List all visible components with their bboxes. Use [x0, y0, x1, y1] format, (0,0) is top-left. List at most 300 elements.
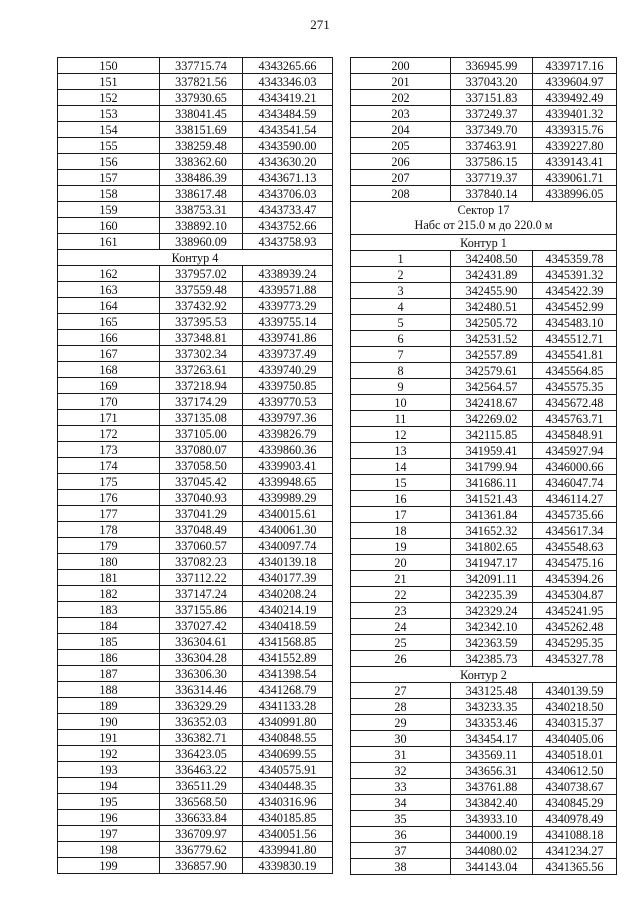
- y-coordinate-cell: 4345848.91: [533, 427, 617, 443]
- point-number-cell: 5: [351, 315, 451, 331]
- table-row: [351, 138, 617, 154]
- x-coordinate-cell: 337080.07: [160, 442, 243, 458]
- y-coordinate-cell: 4339143.41: [533, 154, 617, 170]
- y-coordinate-cell: 4340418.59: [243, 618, 333, 634]
- point-number-cell: 14: [351, 459, 451, 475]
- x-coordinate-cell: 336329.29: [160, 698, 243, 714]
- y-coordinate-cell: 4339941.80: [243, 842, 333, 858]
- y-coordinate-cell: 4340139.18: [243, 554, 333, 570]
- point-number-cell: 167: [58, 346, 160, 362]
- table-row: [351, 731, 617, 747]
- y-coordinate-cell: 4343419.21: [243, 90, 333, 106]
- table-row: [58, 74, 333, 90]
- x-coordinate-cell: 336511.29: [160, 778, 243, 794]
- table-row: [58, 202, 333, 218]
- y-coordinate-cell: 4343265.66: [243, 58, 333, 74]
- point-number-cell: 158: [58, 186, 160, 202]
- x-coordinate-cell: 337040.93: [160, 490, 243, 506]
- x-coordinate-cell: 336314.46: [160, 682, 243, 698]
- table-row: [58, 346, 333, 362]
- point-number-cell: 159: [58, 202, 160, 218]
- table-row: [351, 555, 617, 571]
- x-coordinate-cell: 343353.46: [451, 715, 533, 731]
- point-number-cell: 178: [58, 522, 160, 538]
- y-coordinate-cell: 4345927.94: [533, 443, 617, 459]
- y-coordinate-cell: 4341398.54: [243, 666, 333, 682]
- x-coordinate-cell: 343842.40: [451, 795, 533, 811]
- point-number-cell: 25: [351, 635, 451, 651]
- contour-header: Контур 1: [351, 235, 617, 251]
- table-row: [351, 619, 617, 635]
- y-coordinate-cell: 4343733.47: [243, 202, 333, 218]
- point-number-cell: 12: [351, 427, 451, 443]
- x-coordinate-cell: 342557.89: [451, 347, 533, 363]
- x-coordinate-cell: 342385.73: [451, 651, 533, 667]
- point-number-cell: 30: [351, 731, 451, 747]
- table-row: [351, 90, 617, 106]
- table-row: [58, 186, 333, 202]
- point-number-cell: 172: [58, 426, 160, 442]
- table-row: [58, 90, 333, 106]
- point-number-cell: 3: [351, 283, 451, 299]
- point-number-cell: 29: [351, 715, 451, 731]
- point-number-cell: 153: [58, 106, 160, 122]
- point-number-cell: 197: [58, 826, 160, 842]
- table-row: [58, 362, 333, 378]
- point-number-cell: 198: [58, 842, 160, 858]
- y-coordinate-cell: 4340061.30: [243, 522, 333, 538]
- table-row: [58, 842, 333, 858]
- table-row: [351, 315, 617, 331]
- x-coordinate-cell: 342091.11: [451, 571, 533, 587]
- x-coordinate-cell: 337027.42: [160, 618, 243, 634]
- table-row: [58, 282, 333, 298]
- point-number-cell: 8: [351, 363, 451, 379]
- point-number-cell: 151: [58, 74, 160, 90]
- point-number-cell: 6: [351, 331, 451, 347]
- y-coordinate-cell: 4339948.65: [243, 474, 333, 490]
- point-number-cell: 16: [351, 491, 451, 507]
- table-row: [58, 474, 333, 490]
- y-coordinate-cell: 4340612.50: [533, 763, 617, 779]
- x-coordinate-cell: 342531.52: [451, 331, 533, 347]
- y-coordinate-cell: 4341568.85: [243, 634, 333, 650]
- point-number-cell: 26: [351, 651, 451, 667]
- y-coordinate-cell: 4339741.86: [243, 330, 333, 346]
- x-coordinate-cell: 338617.48: [160, 186, 243, 202]
- x-coordinate-cell: 336382.71: [160, 730, 243, 746]
- point-number-cell: 193: [58, 762, 160, 778]
- point-number-cell: 154: [58, 122, 160, 138]
- point-number-cell: 32: [351, 763, 451, 779]
- x-coordinate-cell: 337715.74: [160, 58, 243, 74]
- x-coordinate-cell: 337559.48: [160, 282, 243, 298]
- point-number-cell: 201: [351, 74, 451, 90]
- x-coordinate-cell: 342269.02: [451, 411, 533, 427]
- y-coordinate-cell: 4339604.97: [533, 74, 617, 90]
- table-row: [58, 394, 333, 410]
- x-coordinate-cell: 337218.94: [160, 378, 243, 394]
- y-coordinate-cell: 4340518.01: [533, 747, 617, 763]
- x-coordinate-cell: 337048.49: [160, 522, 243, 538]
- y-coordinate-cell: 4340575.91: [243, 762, 333, 778]
- table-row: [58, 170, 333, 186]
- table-row: [351, 395, 617, 411]
- x-coordinate-cell: 344000.19: [451, 827, 533, 843]
- point-number-cell: 15: [351, 475, 451, 491]
- y-coordinate-cell: 4340051.56: [243, 826, 333, 842]
- point-number-cell: 179: [58, 538, 160, 554]
- x-coordinate-cell: 343933.10: [451, 811, 533, 827]
- table-row: [351, 443, 617, 459]
- x-coordinate-cell: 336304.28: [160, 650, 243, 666]
- x-coordinate-cell: 343233.35: [451, 699, 533, 715]
- y-coordinate-cell: 4339227.80: [533, 138, 617, 154]
- y-coordinate-cell: 4341268.79: [243, 682, 333, 698]
- x-coordinate-cell: 337105.00: [160, 426, 243, 442]
- x-coordinate-cell: 336463.22: [160, 762, 243, 778]
- table-row: [351, 747, 617, 763]
- x-coordinate-cell: 337930.65: [160, 90, 243, 106]
- y-coordinate-cell: 4340845.29: [533, 795, 617, 811]
- x-coordinate-cell: 342505.72: [451, 315, 533, 331]
- table-row: [58, 810, 333, 826]
- point-number-cell: 10: [351, 395, 451, 411]
- table-row: [58, 426, 333, 442]
- point-number-cell: 164: [58, 298, 160, 314]
- y-coordinate-cell: 4339571.88: [243, 282, 333, 298]
- y-coordinate-cell: 4339315.76: [533, 122, 617, 138]
- x-coordinate-cell: 337586.15: [451, 154, 533, 170]
- y-coordinate-cell: 4341088.18: [533, 827, 617, 843]
- x-coordinate-cell: 337349.70: [451, 122, 533, 138]
- y-coordinate-cell: 4343590.00: [243, 138, 333, 154]
- table-row: [351, 347, 617, 363]
- table-row: [58, 602, 333, 618]
- x-coordinate-cell: 341799.94: [451, 459, 533, 475]
- point-number-cell: 166: [58, 330, 160, 346]
- y-coordinate-cell: 4343346.03: [243, 74, 333, 90]
- x-coordinate-cell: 342235.39: [451, 587, 533, 603]
- table-row: [351, 491, 617, 507]
- y-coordinate-cell: 4340214.19: [243, 602, 333, 618]
- y-coordinate-cell: 4345548.63: [533, 539, 617, 555]
- point-number-cell: 196: [58, 810, 160, 826]
- x-coordinate-cell: 336633.84: [160, 810, 243, 826]
- x-coordinate-cell: 338041.45: [160, 106, 243, 122]
- table-row: [351, 779, 617, 795]
- y-coordinate-cell: 4339830.19: [243, 858, 333, 874]
- y-coordinate-cell: 4338996.05: [533, 186, 617, 202]
- point-number-cell: 168: [58, 362, 160, 378]
- height-range-label: Набс от 215.0 м до 220.0 м: [414, 218, 553, 232]
- y-coordinate-cell: 4339770.53: [243, 394, 333, 410]
- table-row: [58, 666, 333, 682]
- y-coordinate-cell: 4345391.32: [533, 267, 617, 283]
- y-coordinate-cell: 4340699.55: [243, 746, 333, 762]
- x-coordinate-cell: 342115.85: [451, 427, 533, 443]
- x-coordinate-cell: 336306.30: [160, 666, 243, 682]
- point-number-cell: 19: [351, 539, 451, 555]
- x-coordinate-cell: 342363.59: [451, 635, 533, 651]
- y-coordinate-cell: 4340208.24: [243, 586, 333, 602]
- x-coordinate-cell: 342579.61: [451, 363, 533, 379]
- table-row: [351, 154, 617, 170]
- x-coordinate-cell: 343656.31: [451, 763, 533, 779]
- point-number-cell: 13: [351, 443, 451, 459]
- page-number: 271: [310, 17, 330, 32]
- point-number-cell: 199: [58, 858, 160, 874]
- point-number-cell: 11: [351, 411, 451, 427]
- y-coordinate-cell: 4339826.79: [243, 426, 333, 442]
- point-number-cell: 188: [58, 682, 160, 698]
- x-coordinate-cell: 342418.67: [451, 395, 533, 411]
- x-coordinate-cell: 337463.91: [451, 138, 533, 154]
- table-row: [351, 363, 617, 379]
- point-number-cell: 156: [58, 154, 160, 170]
- table-row: [58, 826, 333, 842]
- x-coordinate-cell: 342431.89: [451, 267, 533, 283]
- x-coordinate-cell: 341947.17: [451, 555, 533, 571]
- point-number-cell: 192: [58, 746, 160, 762]
- table-row: [58, 762, 333, 778]
- x-coordinate-cell: 337249.37: [451, 106, 533, 122]
- x-coordinate-cell: 336945.99: [451, 58, 533, 74]
- table-row: [351, 539, 617, 555]
- point-number-cell: 35: [351, 811, 451, 827]
- y-coordinate-cell: 4346047.74: [533, 475, 617, 491]
- table-row: [351, 267, 617, 283]
- table-row: [351, 427, 617, 443]
- point-number-cell: 183: [58, 602, 160, 618]
- point-number-cell: 150: [58, 58, 160, 74]
- point-number-cell: 181: [58, 570, 160, 586]
- x-coordinate-cell: 341521.43: [451, 491, 533, 507]
- table-row: [351, 715, 617, 731]
- x-coordinate-cell: 337058.50: [160, 458, 243, 474]
- point-number-cell: 33: [351, 779, 451, 795]
- y-coordinate-cell: 4339755.14: [243, 314, 333, 330]
- x-coordinate-cell: 342480.51: [451, 299, 533, 315]
- table-row: [351, 651, 617, 667]
- table-row: [351, 122, 617, 138]
- table-row: [58, 634, 333, 650]
- table-row: [58, 682, 333, 698]
- y-coordinate-cell: 4345359.78: [533, 251, 617, 267]
- table-row: [58, 858, 333, 874]
- point-number-cell: 185: [58, 634, 160, 650]
- x-coordinate-cell: 337719.37: [451, 170, 533, 186]
- table-row: [351, 827, 617, 843]
- y-coordinate-cell: 4339773.29: [243, 298, 333, 314]
- y-coordinate-cell: 4339737.49: [243, 346, 333, 362]
- table-row: [58, 506, 333, 522]
- x-coordinate-cell: 336779.62: [160, 842, 243, 858]
- y-coordinate-cell: 4343484.59: [243, 106, 333, 122]
- point-number-cell: 202: [351, 90, 451, 106]
- point-number-cell: 160: [58, 218, 160, 234]
- table-row: [351, 795, 617, 811]
- x-coordinate-cell: 337155.86: [160, 602, 243, 618]
- table-row: [58, 378, 333, 394]
- x-coordinate-cell: 337840.14: [451, 186, 533, 202]
- point-number-cell: 165: [58, 314, 160, 330]
- point-number-cell: 189: [58, 698, 160, 714]
- x-coordinate-cell: 338151.69: [160, 122, 243, 138]
- x-coordinate-cell: 343761.88: [451, 779, 533, 795]
- point-number-cell: 31: [351, 747, 451, 763]
- y-coordinate-cell: 4341552.89: [243, 650, 333, 666]
- contour-header: Контур 4: [58, 250, 333, 266]
- x-coordinate-cell: 341959.41: [451, 443, 533, 459]
- x-coordinate-cell: 337432.92: [160, 298, 243, 314]
- x-coordinate-cell: 338486.39: [160, 170, 243, 186]
- table-row: [58, 746, 333, 762]
- table-row: [351, 186, 617, 202]
- table-row: [58, 330, 333, 346]
- y-coordinate-cell: 4343630.20: [243, 154, 333, 170]
- y-coordinate-cell: 4343758.93: [243, 234, 333, 250]
- point-number-cell: 9: [351, 379, 451, 395]
- y-coordinate-cell: 4346114.27: [533, 491, 617, 507]
- table-row: [58, 234, 333, 250]
- y-coordinate-cell: 4339740.29: [243, 362, 333, 378]
- y-coordinate-cell: 4341365.56: [533, 859, 617, 875]
- point-number-cell: 27: [351, 683, 451, 699]
- x-coordinate-cell: 337112.22: [160, 570, 243, 586]
- y-coordinate-cell: 4345672.48: [533, 395, 617, 411]
- table-row: [351, 379, 617, 395]
- point-number-cell: 38: [351, 859, 451, 875]
- table-row: [351, 683, 617, 699]
- y-coordinate-cell: 4341133.28: [243, 698, 333, 714]
- y-coordinate-cell: 4345394.26: [533, 571, 617, 587]
- x-coordinate-cell: 338362.60: [160, 154, 243, 170]
- point-number-cell: 18: [351, 523, 451, 539]
- y-coordinate-cell: 4339750.85: [243, 378, 333, 394]
- x-coordinate-cell: 336857.90: [160, 858, 243, 874]
- table-row: [351, 635, 617, 651]
- point-number-cell: 186: [58, 650, 160, 666]
- table-row: [58, 570, 333, 586]
- point-number-cell: 207: [351, 170, 451, 186]
- point-number-cell: 162: [58, 266, 160, 282]
- table-row: [351, 299, 617, 315]
- x-coordinate-cell: 343125.48: [451, 683, 533, 699]
- point-number-cell: 37: [351, 843, 451, 859]
- point-number-cell: 163: [58, 282, 160, 298]
- point-number-cell: 24: [351, 619, 451, 635]
- x-coordinate-cell: 336709.97: [160, 826, 243, 842]
- contour-header: Контур 2: [351, 667, 617, 683]
- point-number-cell: 173: [58, 442, 160, 458]
- x-coordinate-cell: 343569.11: [451, 747, 533, 763]
- point-number-cell: 20: [351, 555, 451, 571]
- table-row: [58, 490, 333, 506]
- y-coordinate-cell: 4345241.95: [533, 603, 617, 619]
- x-coordinate-cell: 337151.83: [451, 90, 533, 106]
- point-number-cell: 17: [351, 507, 451, 523]
- x-coordinate-cell: 337821.56: [160, 74, 243, 90]
- point-number-cell: 200: [351, 58, 451, 74]
- y-coordinate-cell: 4345575.35: [533, 379, 617, 395]
- x-coordinate-cell: 342342.10: [451, 619, 533, 635]
- point-number-cell: 36: [351, 827, 451, 843]
- y-coordinate-cell: 4338939.24: [243, 266, 333, 282]
- y-coordinate-cell: 4345422.39: [533, 283, 617, 299]
- y-coordinate-cell: 4343706.03: [243, 186, 333, 202]
- y-coordinate-cell: 4339401.32: [533, 106, 617, 122]
- y-coordinate-cell: 4339061.71: [533, 170, 617, 186]
- y-coordinate-cell: 4340848.55: [243, 730, 333, 746]
- x-coordinate-cell: 337135.08: [160, 410, 243, 426]
- x-coordinate-cell: 341686.11: [451, 475, 533, 491]
- point-number-cell: 195: [58, 794, 160, 810]
- point-number-cell: 171: [58, 410, 160, 426]
- y-coordinate-cell: 4340738.67: [533, 779, 617, 795]
- x-coordinate-cell: 337043.20: [451, 74, 533, 90]
- y-coordinate-cell: 4345295.35: [533, 635, 617, 651]
- section-header-row: [351, 667, 617, 683]
- x-coordinate-cell: 337174.29: [160, 394, 243, 410]
- point-number-cell: 182: [58, 586, 160, 602]
- table-row: [58, 458, 333, 474]
- table-row: [351, 603, 617, 619]
- section-header-row: [351, 235, 617, 251]
- table-row: [351, 58, 617, 74]
- x-coordinate-cell: 337395.53: [160, 314, 243, 330]
- point-number-cell: 155: [58, 138, 160, 154]
- table-row: [351, 170, 617, 186]
- y-coordinate-cell: 4340218.50: [533, 699, 617, 715]
- table-row: [351, 699, 617, 715]
- table-row: [58, 794, 333, 810]
- coordinate-table-left: [57, 57, 333, 874]
- table-row: [58, 218, 333, 234]
- x-coordinate-cell: 336304.61: [160, 634, 243, 650]
- point-number-cell: 2: [351, 267, 451, 283]
- point-number-cell: 4: [351, 299, 451, 315]
- y-coordinate-cell: 4345327.78: [533, 651, 617, 667]
- point-number-cell: 206: [351, 154, 451, 170]
- point-number-cell: 191: [58, 730, 160, 746]
- y-coordinate-cell: 4339860.36: [243, 442, 333, 458]
- table-row: [58, 554, 333, 570]
- x-coordinate-cell: 338960.09: [160, 234, 243, 250]
- y-coordinate-cell: 4340978.49: [533, 811, 617, 827]
- x-coordinate-cell: 336352.03: [160, 714, 243, 730]
- table-row: [58, 266, 333, 282]
- table-row: [58, 58, 333, 74]
- table-row: [58, 698, 333, 714]
- coordinate-table-right: [350, 57, 617, 875]
- table-row: [351, 507, 617, 523]
- point-number-cell: 187: [58, 666, 160, 682]
- y-coordinate-cell: 4345475.16: [533, 555, 617, 571]
- x-coordinate-cell: 337348.81: [160, 330, 243, 346]
- table-row: [58, 298, 333, 314]
- y-coordinate-cell: 4345452.99: [533, 299, 617, 315]
- x-coordinate-cell: 337060.57: [160, 538, 243, 554]
- x-coordinate-cell: 342564.57: [451, 379, 533, 395]
- table-row: [351, 411, 617, 427]
- y-coordinate-cell: 4340139.59: [533, 683, 617, 699]
- y-coordinate-cell: 4345541.81: [533, 347, 617, 363]
- table-row: [58, 586, 333, 602]
- point-number-cell: 177: [58, 506, 160, 522]
- y-coordinate-cell: 4339492.49: [533, 90, 617, 106]
- x-coordinate-cell: 342329.24: [451, 603, 533, 619]
